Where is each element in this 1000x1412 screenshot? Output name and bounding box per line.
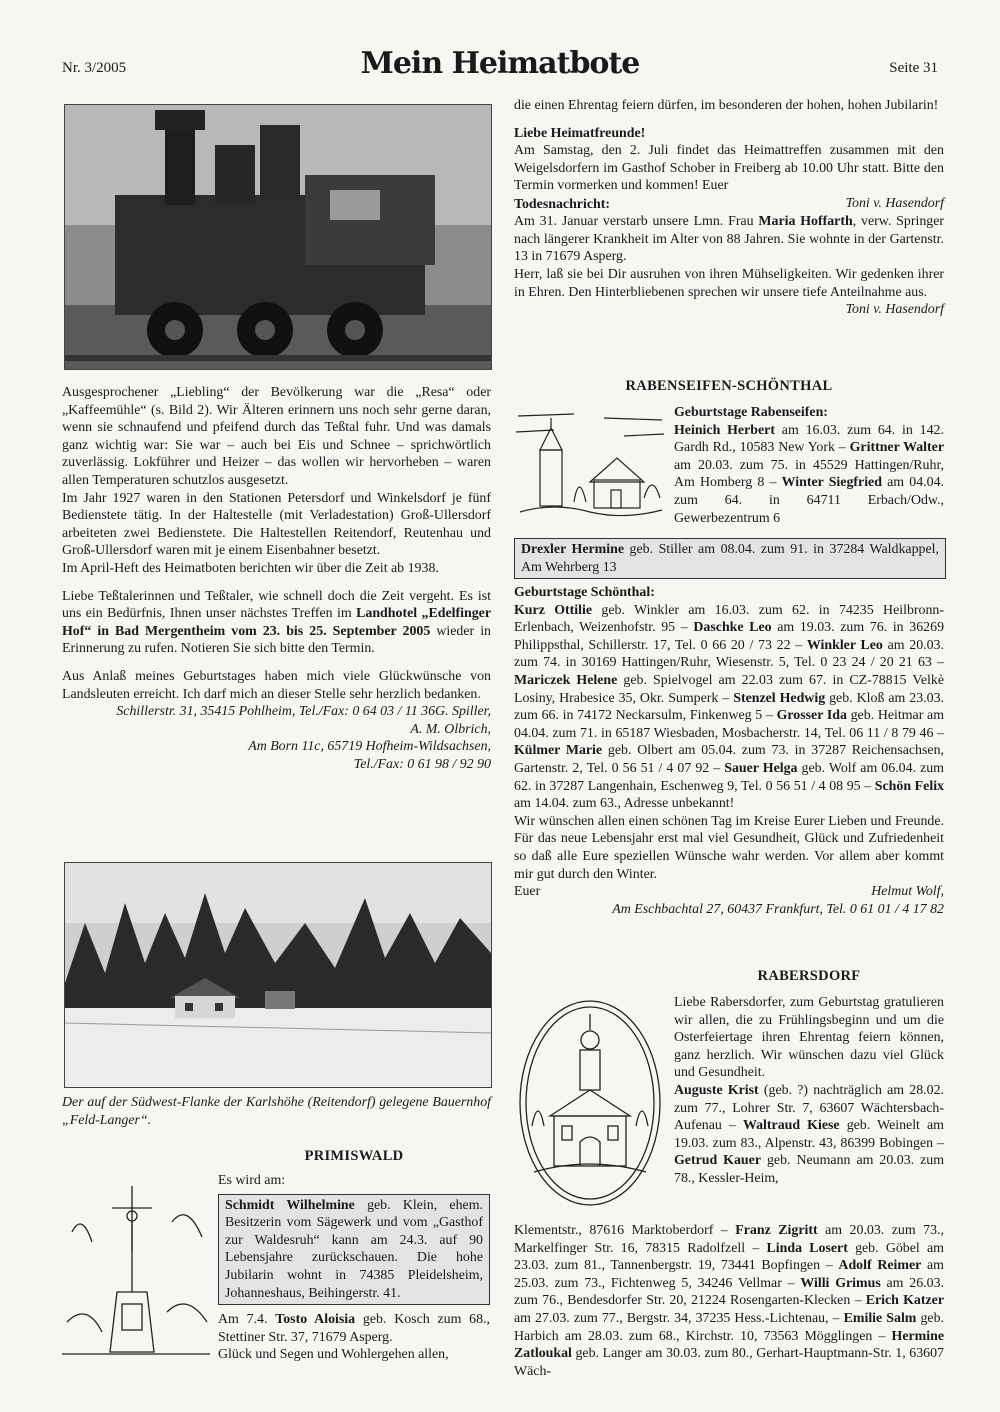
name: Külmer Marie	[514, 743, 603, 759]
signature: G. Spiller,	[435, 704, 491, 720]
paragraph: Es wird am:	[218, 1173, 286, 1188]
address-line: Schillerstr. 31, 35415 Pohlheim, Tel./Fax: 0 64 03 / 11 36	[116, 704, 436, 720]
schoenthal-birthdays	[514, 584, 944, 918]
name: Willi Grimus	[800, 1275, 881, 1291]
farm-photo	[64, 862, 492, 1088]
cross-icon	[62, 1172, 210, 1362]
name: Adolf Reimer	[838, 1258, 922, 1274]
text: geb. Wolf am 06.04. zum 62. in 37287 Langenhain, Eschenweg 9, Tel. 0 56 51 / 4 08 95 –	[514, 760, 944, 794]
name: Waltraud Kiese	[742, 1118, 840, 1134]
jubilarian-name: Drexler Hermine	[521, 542, 624, 557]
paragraph: Im Jahr 1927 waren in den Stationen Petersdorf und Winkelsdorf je fünf Bedienstete tätig. In der Haltestelle (mit Verladestation) Groß-Ullersdorf arbeiteten zwei Bedienstete. Die Haltestellen Reitendorf, Reutenhau und Groß-Ullersdorf waren mit je einem Eisenbahner besetzt.	[62, 490, 491, 559]
text: geb. Weinelt am 19.03. zum 83., Alpenstr. 43, 86399 Bobingen –	[674, 1118, 944, 1151]
name: Daschke Leo	[693, 620, 772, 636]
text: am 20.03. zum 75. in 45529 Hattingen/Ruhr, Am Homberg 8 –	[674, 457, 944, 491]
paragraph	[514, 266, 944, 318]
text: am 14.04. zum 63., Adresse unbekannt!	[514, 796, 735, 812]
wayside-cross-sketch	[62, 1172, 210, 1362]
heading: Liebe Heimatfreunde!	[514, 125, 646, 141]
paragraph	[514, 1222, 944, 1380]
paragraph: Glück und Segen und Wohlergehen allen,	[218, 1347, 449, 1363]
heading: Geburtstage Rabenseifen:	[674, 405, 828, 420]
text: Euer	[514, 884, 541, 900]
highlight-box	[514, 538, 946, 579]
name: Getrud Kauer	[674, 1153, 761, 1169]
text: am 25.03. zum 73., Fichtenweg 5, 34246 Vellmar –	[514, 1258, 944, 1291]
text: geb. Neumann am 20.03. zum 78., Kessler-Heim,	[674, 1153, 944, 1186]
name: Hermine Zatloukal	[514, 1328, 944, 1362]
chapel-medallion	[514, 996, 666, 1210]
text: geb. Harbich am 28.03. zum 68., Kirchstr. 10, 73563 Mögglingen –	[514, 1310, 944, 1344]
paragraph: Am Samstag, den 2. Juli findet das Heimattreffen zusammen mit den Weigelsdorfern im Gasthof Schober in Freiberg ab 10.00 Uhr statt. Bitte den Termin vormerken und kommen! Euer	[514, 143, 944, 194]
heading: Todesnachricht:	[514, 196, 610, 212]
name: Winkler Leo	[806, 637, 883, 653]
section-title-rabenseifen: RABENSEIFEN-SCHÖNTHAL	[625, 378, 833, 394]
text: Am 7.4.	[218, 1312, 276, 1328]
signature: Toni v. Hasendorf	[845, 302, 944, 318]
signature: A. M. Olbrich,	[410, 721, 491, 737]
rabersdorf-intro	[674, 994, 944, 1188]
name: Grittner Walter	[849, 440, 944, 456]
text: am 16.03. zum 64. in 142. Gardh Rd., 10583 New York –	[674, 422, 944, 456]
text: geb. Spielvogel am 22.03 zum 67. in CZ-78815 Velkè Losiny, Hrabesice 35, Okr. Sumperk –	[514, 672, 944, 706]
name: Kurz Ottilie	[514, 602, 593, 618]
right-article-top	[514, 97, 944, 319]
name: Heinich Herbert	[674, 422, 775, 438]
signature: Toni v. Hasendorf	[845, 195, 944, 211]
paragraph	[674, 1082, 944, 1188]
paragraph	[62, 588, 491, 658]
section-title-rabersdorf: RABERSDORF	[757, 968, 861, 984]
name: Winter Siegfried	[781, 475, 882, 491]
signature: Helmut Wolf,	[871, 884, 944, 900]
text: Am 31. Januar verstarb unsere Lmn. Frau	[514, 214, 759, 230]
text: geb. Kosch zum 68., Stettiner Str. 37, 71679 Asperg.	[218, 1312, 490, 1345]
name: Linda Losert	[766, 1240, 848, 1256]
paragraph	[218, 1311, 490, 1346]
text: Herr, laß sie bei Dir ausruhen von ihren Mühseligkeiten. Wir gedenken ihrer in Ehren. Den Hinterbliebenen sprechen wir unsere tiefe Anteilnahme aus.	[514, 266, 944, 300]
name: Schön Felix	[874, 778, 944, 794]
left-article	[62, 384, 491, 773]
church-sketch	[514, 402, 666, 528]
text: geb. Olbert am 05.04. zum 73. in 37287 Reichensachsen, Gartenstr. 2, Tel. 0 56 51 / 4 07 92 –	[514, 743, 944, 776]
text: am 27.03. zum 77., Bergstr. 34, 37235 Hess.-Lichtenau, –	[514, 1310, 844, 1326]
name: Tosto Aloisia	[275, 1312, 356, 1328]
farm-photo-caption: Der auf der Südwest-Flanke der Karlshöhe (Reitendorf) gelegene Bauernhof „Feld-Langer“.	[62, 1095, 491, 1128]
text: geb. Winkler am 16.03. zum 62. in 74235 Heilbronn-Erlenbach, Weizenhofstr. 95 –	[514, 602, 944, 636]
text: am 26.03. zum 76., Bendesdorfer Str. 20, 21224 Rosengarten-Klecken –	[514, 1275, 944, 1309]
locomotive-photo	[64, 104, 492, 370]
church-icon	[514, 402, 666, 528]
address-line: Am Born 11c, 65719 Hofheim-Wildsachsen,	[248, 739, 491, 755]
name: Emilie Salm	[843, 1310, 917, 1326]
name: Grosser Ida	[776, 708, 847, 724]
highlight-box	[218, 1194, 490, 1306]
text: Aus Anlaß meines Geburtstages haben mich viele Glückwünsche von Landsleuten erreicht. Ich darf mich an dieser Stelle sehr herzlich bedanken.	[62, 668, 491, 702]
text: , verw. Springer nach längerer Krankheit im Alter von 88 Jahren. Sie wohnte in der Gartenstr. 13 in 71679 Asperg.	[514, 214, 945, 265]
text: geb. Klein, ehem. Besitzerin vom Sägewerk und vom „Gasthof zur Waldesruh“ kann am 24.3. auf 90 Lebensjahre zurückschauen. Die hohe Jubilarin wohnt in 74385 Pleidelsheim, Johanneshaus, Beihingerstr. 41.	[225, 1197, 483, 1301]
name: Mariczek Helene	[514, 672, 618, 688]
text: am 20.03. zum 74. in 30169 Hattingen/Ruhr, Wiesenstr. 5, Tel. 0 23 24 / 20 21 63 –	[514, 637, 944, 671]
chapel-icon	[514, 996, 666, 1210]
paragraph: die einen Ehrentag feiern dürfen, im besonderen der hohen, hohen Jubilarin!	[514, 98, 939, 113]
farm-illustration	[65, 863, 491, 1087]
deceased-name: Maria Hoffarth	[758, 214, 853, 230]
paragraph	[674, 422, 944, 528]
name: Erich Katzer	[865, 1293, 944, 1309]
paragraph: Ausgesprochener „Liebling“ der Bevölkerung war die „Resa“ oder „Kaffeemühle“ (s. Bild 2). Wir Älteren erinnern uns noch sehr gerne daran, wenn sie schnaufend und pfeifend durch das Teßtal fuhr. Und was damals ganz wichtig war: Sie war – auch bei Eis und Schnee – sprichwörtlich zuverlässig. Lokführer und Heizer – das wollen wir hervorheben – waren allen Temperaturen schutzlos ausgesetzt.	[62, 385, 491, 488]
text: am 04.04. zum 64. in 64711 Erbach/Odw., Gewerbezentrum 6	[674, 475, 944, 526]
text: geb. Langer am 30.03. zum 80., Gerhart-Hauptmann-Str. 1, 63607 Wäch-	[514, 1346, 944, 1379]
text: geb. Kloß am 23.03. zum 66. in 74172 Neckarsulm, Finkenweg 5 –	[514, 690, 945, 724]
address-line: Am Eschbachtal 27, 60437 Frankfurt, Tel. 0 61 01 / 4 17 82	[612, 901, 944, 917]
page-number: Seite 31	[889, 60, 938, 76]
rabersdorf-birthdays	[514, 1222, 944, 1380]
address-line: Tel./Fax: 0 61 98 / 92 90	[353, 756, 491, 772]
event-highlight: Landhotel „Edelfinger Hof“ in Bad Mergentheim vom 23. bis 25. September 2005	[62, 606, 491, 639]
name: Stenzel Hedwig	[733, 690, 826, 706]
masthead: Mein Heimatbote	[360, 46, 640, 81]
text: Liebe Teßtalerinnen und Teßtaler, wie schnell doch die Zeit vergeht. Es ist uns ein Bedürfnis, Ihnen unser nächstes Treffen im	[62, 588, 491, 622]
issue-number: Nr. 3/2005	[62, 60, 127, 76]
locomotive-illustration	[65, 105, 491, 369]
paragraph	[514, 883, 944, 901]
paragraph	[514, 213, 944, 266]
paragraph: Wir wünschen allen einen schönen Tag im Kreise Eurer Lieben und Freunde. Für das neue Lebensjahr erst mal viel Gesundheit, Glück und Zufriedenheit so daß alle Eure speziellen Wünsche wahr werden. Vor allem aber kommt mir gut durch den Winter.	[514, 813, 944, 882]
text: am 20.03. zum 73., Markelfinger Str. 16, 78315 Radolfzell –	[514, 1223, 944, 1256]
heading: Geburtstage Schönthal:	[514, 585, 655, 600]
text: geb. Heitmar am 04.04. zum 71. in 65187 Wiesbaden, Mosbacherstr. 14, Tel. 06 11 / 8 79 46 –	[514, 708, 944, 741]
jubilarian-name: Schmidt Wilhelmine	[225, 1197, 355, 1213]
paragraph: Im April-Heft des Heimatboten berichten wir über die Zeit ab 1938.	[62, 560, 439, 576]
name: Franz Zigritt	[735, 1223, 818, 1238]
paragraph: Liebe Rabersdorfer, zum Geburtstag gratulieren wir allen, die zu Frühlingsbeginn und um die Osterfeiertage ihren Ehrentag feiern können, ganz herzlich. Wir wünschen dazu viel Glück und Gesundheit.	[674, 995, 944, 1081]
text: Klementstr., 87616 Marktoberdorf –	[514, 1223, 736, 1238]
text: geb. Göbel am 23.03. zum 81., Tannenbergstr. 19, 73441 Bopfingen –	[514, 1240, 944, 1274]
text: (geb. ?) nachträglich am 28.02. zum 77., Lohrer Str. 7, 63607 Wächtersbach-Aufenau –	[674, 1082, 944, 1134]
paragraph	[514, 602, 944, 813]
primiswald-article	[218, 1172, 490, 1364]
section-title-primiswald: PRIMISWALD	[304, 1148, 404, 1164]
name: Auguste Krist	[674, 1082, 759, 1098]
text: wieder in Erinnerung zu rufen. Notieren Sie sich bitte den Termin.	[62, 623, 492, 657]
name: Sauer Helga	[724, 760, 798, 776]
text: am 19.03. zum 76. in 36269 Philippsthal, Schillerstr. 17, Tel. 0 66 20 / 73 22 –	[514, 620, 945, 653]
rabenseifen-birthdays	[674, 404, 944, 527]
text: geb. Stiller am 08.04. zum 91. in 37284 Waldkappel, Am Wehrberg 13	[521, 542, 939, 575]
